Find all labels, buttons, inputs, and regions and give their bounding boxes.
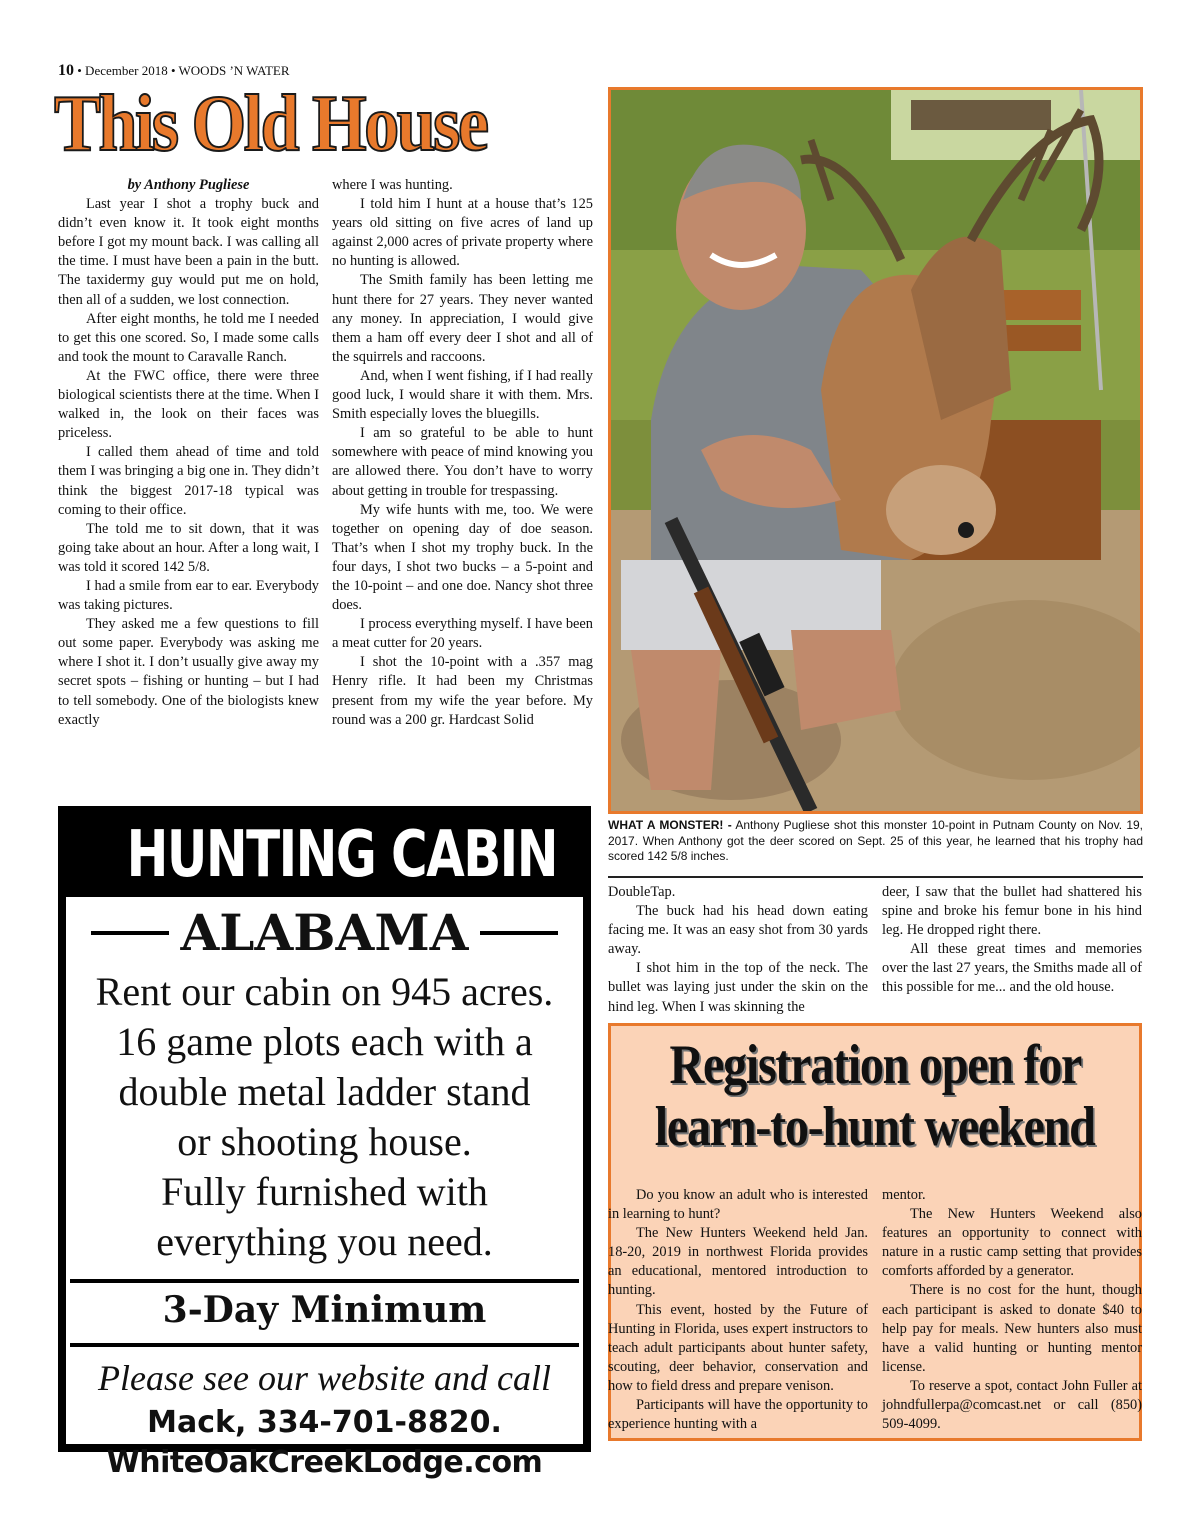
article-column-1 (58, 176, 319, 730)
article-paragraph-continued: DoubleTap. (608, 884, 676, 900)
ad-minimum-stay: 3-Day Minimum (162, 1289, 487, 1331)
hunting-cabin-ad (58, 806, 591, 1480)
ad-call-to-action: Please see our website and call (98, 1358, 551, 1398)
registration-paragraph: This event, hosted by the Future of Hunting in Florida, uses expert instructors to teach adult participants about hunter safety, scouting, deer behavior, conservation and how to field dress and prepare venison. (608, 1301, 868, 1394)
article-paragraph: My wife hunts with me, too. We were together on opening day of doe season. That’s when I shot my trophy buck. In the four days, I shot two bucks – a 5-point and the 10-point – and one doe. Nancy shot three does. (332, 501, 593, 614)
registration-paragraph: To reserve a spot, contact John Fuller at johndfullerpa@comcast.net or call (850) 509-4099. (882, 1377, 1142, 1433)
ad-website-link[interactable]: WhiteOakCreekLodge.com (106, 1445, 543, 1480)
registration-column-1 (608, 1186, 868, 1434)
registration-paragraph: There is no cost for the hunt, though each participant is asked to donate $40 to help pay for meals. New hunters also must have a valid hunting or hunting mentor license. (882, 1282, 1142, 1375)
registration-paragraph: Do you know an adult who is interested in learning to hunt? (608, 1187, 868, 1223)
hunter-with-buck-photo (608, 87, 1143, 814)
caption-divider (608, 876, 1143, 878)
ad-line: Rent our cabin on 945 acres. (95, 969, 554, 1014)
article-paragraph: I process everything myself. I have been a meat cutter for 20 years. (332, 616, 593, 652)
ad-line: Fully furnished with (161, 1169, 488, 1214)
ad-description (66, 967, 583, 1267)
article-paragraph: They asked me a few questions to fill out some paper. Everybody was asking me where I shot it. I don’t usually give away my secret spots – fishing or hunting – but I had to tell somebody. One of the biologists knew exactly (58, 616, 319, 728)
ad-state-rule-left (91, 931, 169, 935)
article-column-2 (332, 176, 593, 730)
registration-headline-line: Registration open for (669, 1034, 1081, 1096)
registration-paragraph: The New Hunters Weekend held Jan. 18-20, 2019 in northwest Florida provides an educational, mentored introduction to hunting. (608, 1225, 868, 1299)
article-column-3 (608, 883, 868, 1017)
article-paragraph: And, when I went fishing, if I had really good luck, I would share it with them. Mrs. Smith especially loves the bluegills. (332, 367, 593, 423)
article-column-4 (882, 883, 1142, 998)
ad-banner (66, 814, 583, 897)
page-number: 10 (58, 62, 74, 79)
registration-paragraph: The New Hunters Weekend also features an opportunity to connect with nature in a rustic camp setting that provides comforts afforded by a generator. (882, 1206, 1142, 1280)
article-paragraph: The told me to sit down, that it was going take about an hour. After a long wait, I was told it scored 142 5/8. (58, 520, 319, 575)
article-paragraph: I had a smile from ear to ear. Everybody was taking pictures. (58, 577, 319, 614)
article-paragraph: I called them ahead of time and told them I was bringing a big one in. They didn’t think the biggest 2017-18 typical was coming to their office. (58, 444, 319, 518)
article-paragraph: I shot the 10-point with a .357 mag Henry rifle. It had been my Christmas present from my wife the year before. My round was a 200 gr. Hardcast Solid (332, 654, 593, 728)
caption-lead: WHAT A MONSTER! - (608, 818, 732, 832)
article-paragraph: Last year I shot a trophy buck and didn’t even know it. It took eight months before I got my mount back. I was calling all the time. I must have been a pain in the butt. The taxidermy guy would put me on hold, then all of a sudden, we lost connection. (58, 196, 319, 308)
article-paragraph: I shot him in the top of the neck. The bullet was laying just under the skin on the hind leg. When I was skinning the (608, 960, 868, 1015)
photo-illustration (611, 90, 1140, 811)
ad-line: double metal ladder stand (118, 1069, 531, 1114)
caption-text: Anthony Pugliese shot this monster 10-point in Putnam County on Nov. 19, 2017. When Anthony got the deer scored on Sept. 25 of this year, he learned that his trophy had scored 142 5/8 inches. (608, 818, 1143, 863)
article-paragraph: At the FWC office, there were three biological scientists there at the time. When I walked in, the look on their faces was priceless. (58, 367, 319, 442)
registration-paragraph: Participants will have the opportunity to experience hunting with a (608, 1397, 868, 1433)
ad-state-row (66, 903, 583, 963)
ad-state-rule-right (480, 931, 558, 935)
article-paragraph: I told him I hunt at a house that’s 125 years old sitting on five acres of land up against 2,000 acres of private property where no hunting is allowed. (332, 196, 593, 270)
article-byline: by Anthony Pugliese (127, 177, 250, 193)
article-paragraph: All these great times and memories over the last 27 years, the Smiths made all of this possible for me... and the old house. (882, 941, 1142, 996)
article-paragraph: I am so grateful to be able to hunt somewhere with peace of mind knowing you are allowed there. You don’t have to worry about getting in trouble for trespassing. (332, 425, 593, 499)
registration-headline-line: learn-to-hunt weekend (655, 1096, 1095, 1158)
ad-line: everything you need. (156, 1219, 493, 1264)
article-paragraph: The Smith family has been letting me hunt there for 27 years. They never wanted any money. In appreciation, I would give them a ham off every deer I shot and all of the squirrels and raccoons. (332, 272, 593, 365)
registration-paragraph-continued: mentor. (882, 1187, 926, 1203)
article-paragraph-continued: deer, I saw that the bullet had shattered his spine and broke his femur bone in his hind leg. He dropped right there. (882, 884, 1142, 939)
issue-line: • December 2018 • WOODS ’N WATER (74, 63, 290, 78)
ad-state: ALABAMA (180, 903, 469, 962)
ad-line: or shooting house. (177, 1119, 472, 1164)
article-paragraph: The buck had his head down eating facing me. It was an easy shot from 30 yards away. (608, 903, 868, 958)
article-headline: This Old House (54, 80, 487, 168)
article-paragraph-continued: where I was hunting. (332, 177, 453, 193)
registration-headline (611, 1034, 1139, 1158)
photo-caption (608, 818, 1143, 865)
ad-banner-text: HUNTING CABIN (126, 818, 557, 892)
registration-column-2 (882, 1186, 1142, 1434)
ad-divider (70, 1343, 579, 1347)
ad-line: 16 game plots each with a (116, 1019, 533, 1064)
article-paragraph: After eight months, he told me I needed to get this one scored. So, I made some calls and took the mount to Caravalle Ranch. (58, 310, 319, 365)
ad-phone[interactable]: Mack, 334-701-8820. (147, 1405, 502, 1440)
